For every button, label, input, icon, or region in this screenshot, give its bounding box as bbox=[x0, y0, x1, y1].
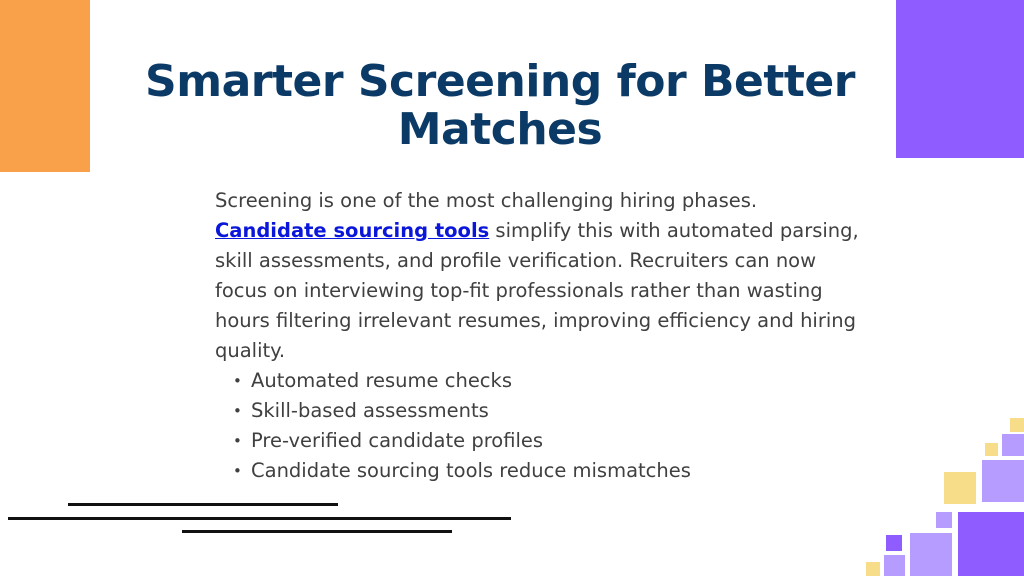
list-item bbox=[233, 456, 865, 486]
list-item bbox=[233, 366, 865, 396]
decorative-line bbox=[68, 503, 338, 506]
bullet-text: Skill-based assessments bbox=[251, 399, 489, 422]
deco-square bbox=[866, 562, 880, 576]
deco-square bbox=[886, 535, 902, 551]
deco-square bbox=[982, 460, 1024, 502]
deco-square bbox=[958, 512, 1024, 576]
bullet-icon: • bbox=[233, 372, 242, 390]
bullet-text: Pre-verified candidate profiles bbox=[251, 429, 544, 452]
deco-square bbox=[944, 472, 976, 504]
purple-accent-block bbox=[896, 0, 1024, 158]
deco-square bbox=[1010, 418, 1024, 432]
deco-square bbox=[985, 443, 998, 456]
body-text: simplify this with automated parsing, skill assessments, and profile verification. Recruiters can now focus on interviewing top-fit professionals rather than wasting hours filtering irrelevant resumes, improving efficiency and hiring quality. bbox=[215, 219, 859, 362]
intro-text: Screening is one of the most challenging hiring phases. bbox=[215, 189, 758, 212]
deco-square bbox=[936, 512, 952, 528]
bullet-icon: • bbox=[233, 402, 242, 420]
deco-square bbox=[884, 555, 905, 576]
decorative-line bbox=[182, 530, 452, 533]
slide-content bbox=[215, 186, 865, 486]
deco-square bbox=[1002, 434, 1024, 456]
bullet-icon: • bbox=[233, 462, 242, 480]
list-item bbox=[233, 396, 865, 426]
slide-title: Smarter Screening for Better Matches bbox=[145, 56, 855, 155]
intro-paragraph bbox=[215, 186, 865, 366]
orange-accent-block bbox=[0, 0, 90, 172]
bullet-text: Candidate sourcing tools reduce mismatches bbox=[251, 459, 691, 482]
candidate-sourcing-tools-link[interactable]: Candidate sourcing tools bbox=[215, 219, 490, 242]
bullet-text: Automated resume checks bbox=[251, 369, 512, 392]
decorative-line bbox=[8, 517, 511, 520]
deco-square bbox=[910, 533, 952, 576]
bullet-icon: • bbox=[233, 432, 242, 450]
bullet-list bbox=[215, 366, 865, 486]
list-item bbox=[233, 426, 865, 456]
